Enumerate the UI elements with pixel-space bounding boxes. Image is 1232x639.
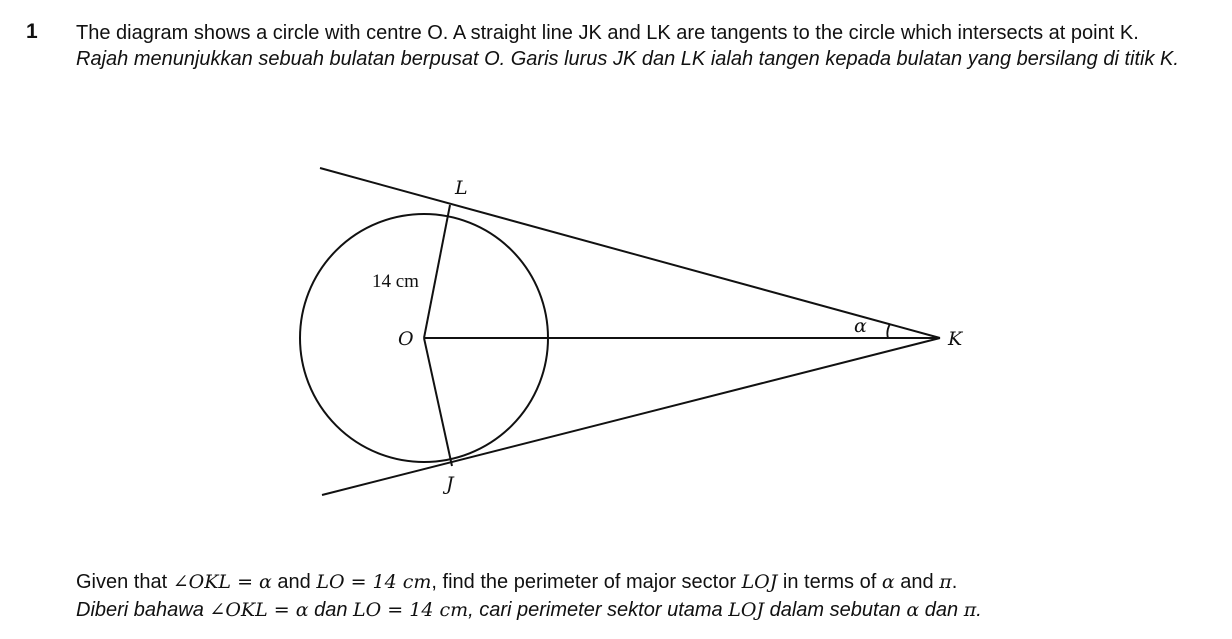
radius-ol — [424, 205, 450, 338]
angle-label: α — [854, 315, 867, 337]
tangent-line-lk — [320, 168, 940, 338]
length-expression: LO = 14 cm — [316, 571, 432, 593]
tangent-line-jk — [322, 338, 940, 495]
given-english: Given that ∠OKL = α and LO = 14 cm, find the perimeter of major sector LOJ in terms of α and π. — [76, 571, 958, 593]
question-text-malay: Rajah menunjukkan sebuah bulatan berpusat O. Garis lurus JK dan LK ialah tangen kepada bulatan yang bersilang di titik K. — [76, 48, 1179, 70]
radius-label: 14 cm — [372, 271, 419, 292]
angle-arc — [887, 324, 890, 338]
given-statement — [76, 568, 1216, 624]
angle-expression: ∠OKL = α — [172, 571, 272, 593]
radius-oj — [424, 338, 452, 466]
label-l: L — [455, 177, 468, 199]
given-malay: Diberi bahawa ∠OKL = α dan LO = 14 cm, cari perimeter sektor utama LOJ dalam sebutan α dan π. — [76, 599, 982, 621]
question-number: 1 — [26, 20, 38, 43]
question-text-english: The diagram shows a circle with centre O. A straight line JK and LK are tangents to the circle which intersects at point K. — [76, 22, 1139, 44]
label-k: K — [948, 328, 963, 350]
sector-name: LOJ — [741, 571, 778, 593]
circle-tangent-diagram — [250, 150, 1010, 520]
label-o: O — [398, 328, 414, 350]
question-stem — [76, 20, 1210, 72]
label-j: J — [446, 473, 454, 495]
